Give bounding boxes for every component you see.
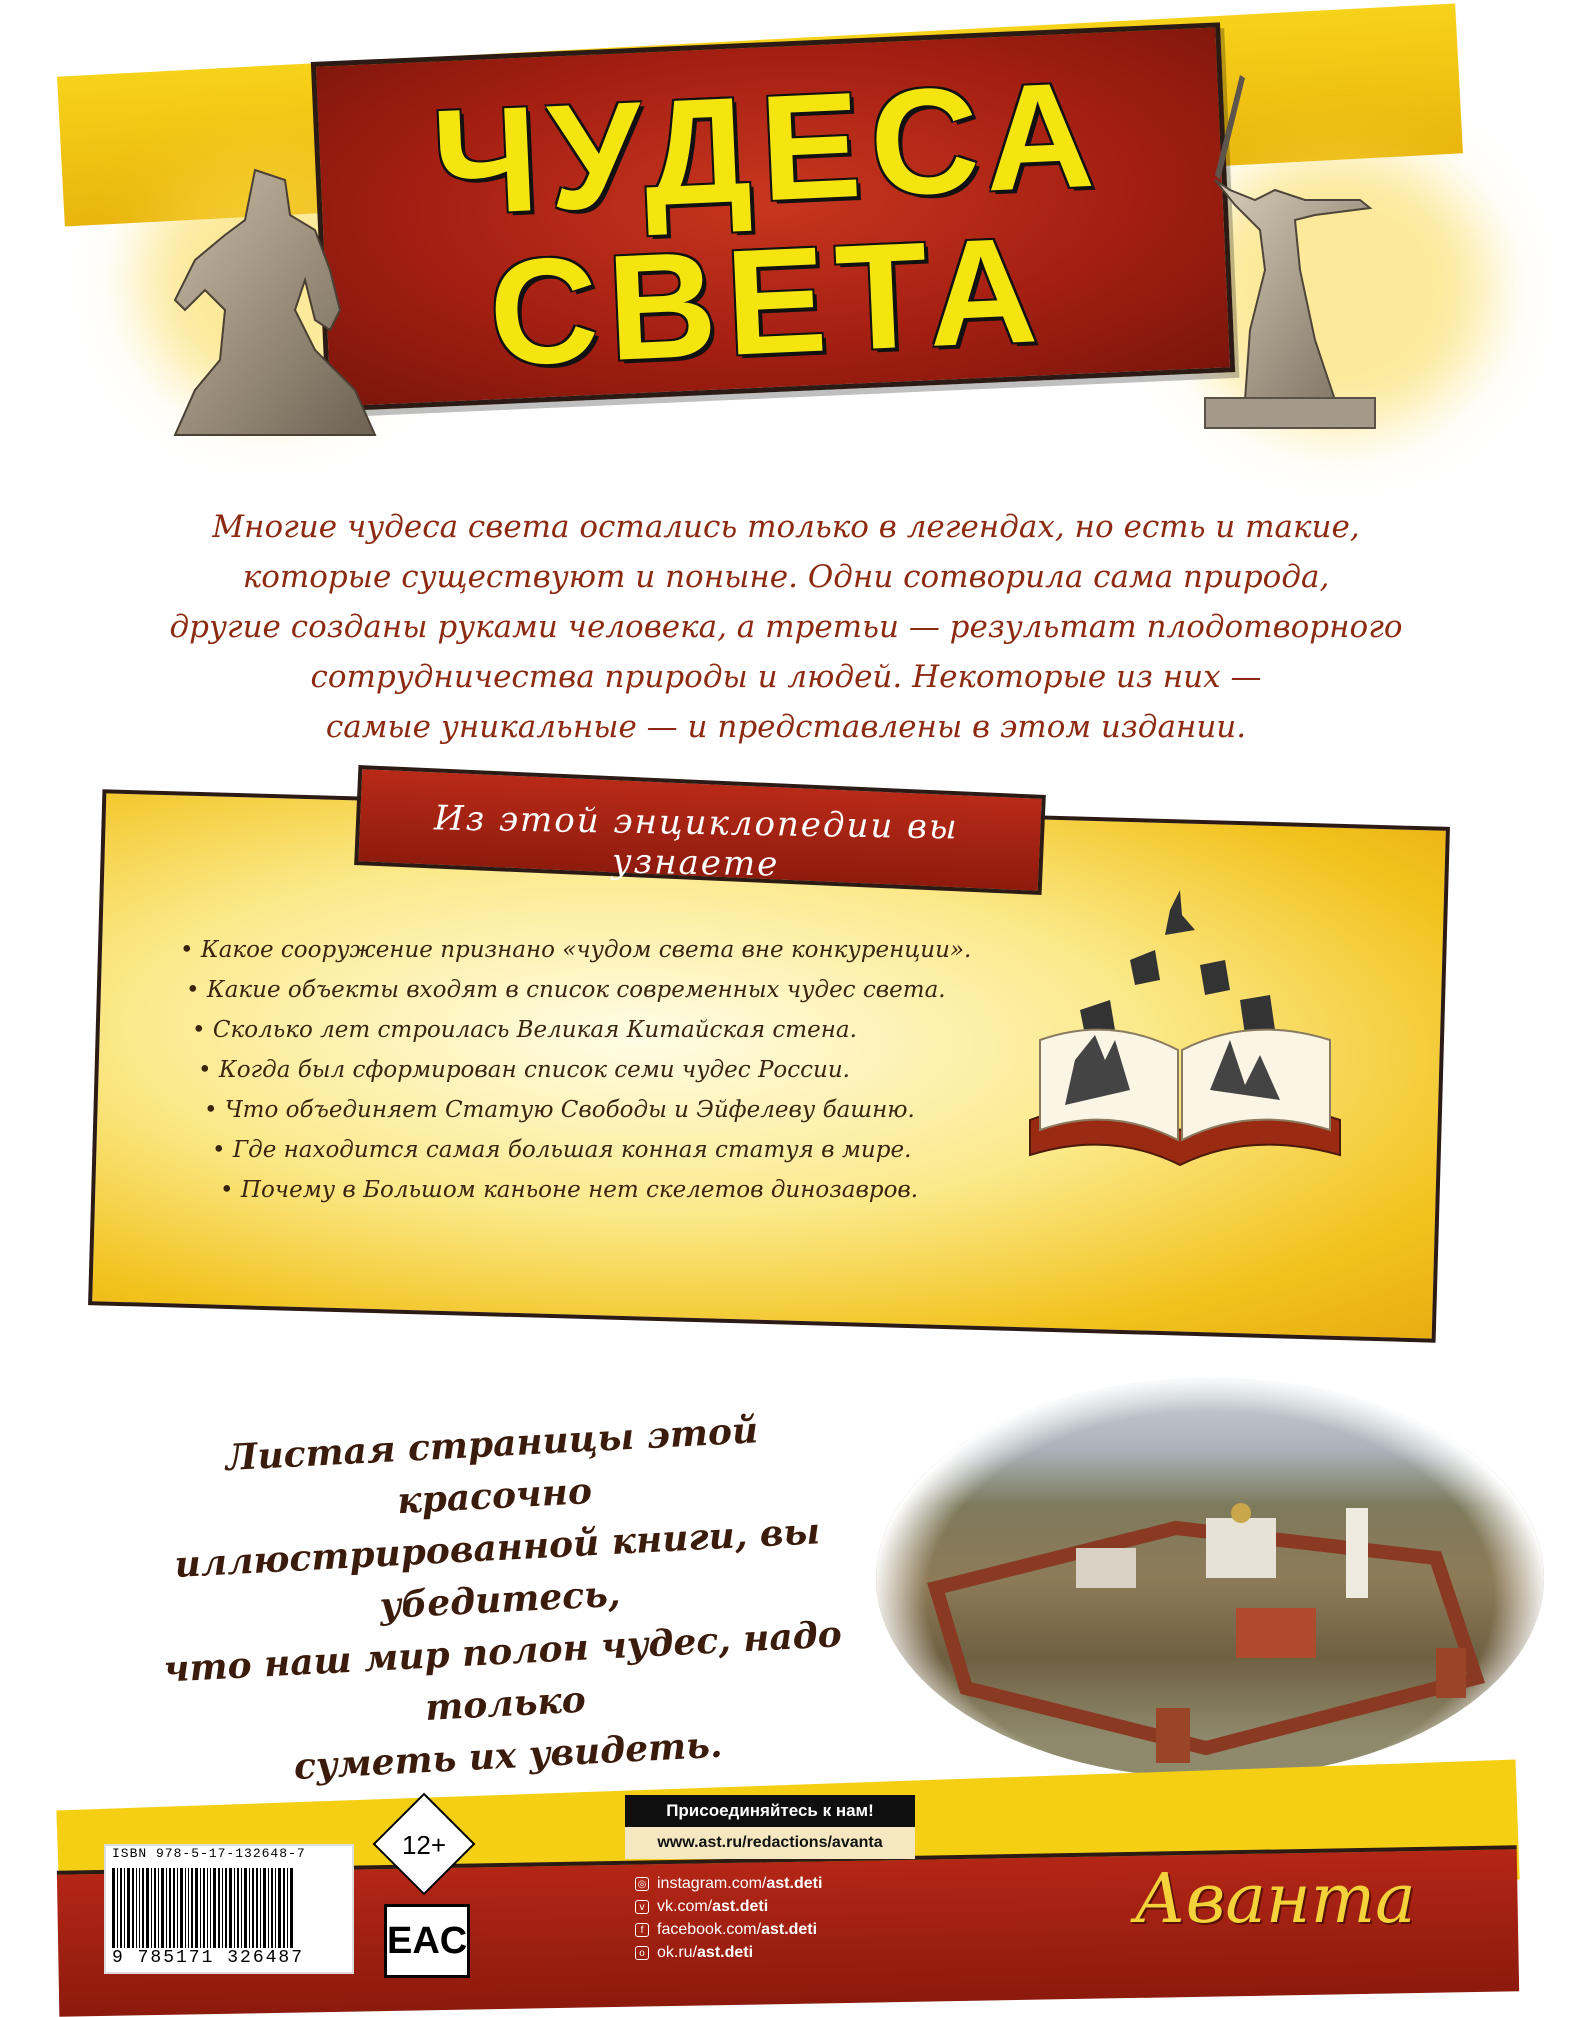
left-statue-image xyxy=(165,160,385,440)
facebook-icon: f xyxy=(635,1923,649,1937)
eac-mark: EAC xyxy=(384,1904,470,1978)
kremlin-aerial-photo xyxy=(876,1378,1544,1778)
intro-line: Многие чудеса света остались только в легендах, но есть и такие, xyxy=(212,509,1360,545)
social-prefix: facebook.com/ xyxy=(657,1921,762,1938)
closing-line: суметь их увидеть. xyxy=(292,1723,724,1788)
social-link-instagram[interactable] xyxy=(635,1872,822,1895)
list-item: • Какие объекты входят в список современных чудес света. xyxy=(186,970,1060,1010)
social-handle: ast.deti xyxy=(712,1898,769,1915)
social-prefix: vk.com/ xyxy=(657,1898,713,1915)
open-book-illustration xyxy=(1020,890,1350,1194)
ok-icon: o xyxy=(635,1946,649,1960)
barcode-number: 9 785171 326487 xyxy=(112,1948,305,1968)
vk-icon: v xyxy=(635,1900,649,1914)
publisher-logo: Аванта xyxy=(1134,1860,1416,1939)
title-line-1: ЧУДЕСА xyxy=(429,49,1107,247)
closing-line: иллюстрированной книги, вы убедитесь, xyxy=(173,1510,822,1628)
facts-list xyxy=(180,930,1060,1210)
social-links xyxy=(635,1872,822,1964)
intro-line: другие созданы руками человека, а третьи — результат плодотворного xyxy=(169,609,1403,645)
closing-text xyxy=(141,1400,859,1800)
list-item: • Когда был сформирован список семи чудес России. xyxy=(198,1050,1060,1090)
right-statue-image xyxy=(1185,70,1385,440)
social-handle: ast.deti xyxy=(761,1921,818,1938)
encyclopedia-label: Из этой энциклопедии вы узнаете xyxy=(433,798,959,885)
social-link-ok[interactable] xyxy=(635,1941,822,1964)
social-prefix: instagram.com/ xyxy=(657,1875,767,1892)
title-line-2: СВЕТА xyxy=(485,204,1050,398)
list-item: • Почему в Большом каньоне нет скелетов динозавров. xyxy=(220,1170,1060,1210)
social-link-facebook[interactable] xyxy=(635,1918,822,1941)
join-us-banner: Присоединяйтесь к нам! xyxy=(625,1795,915,1827)
closing-line: Листая страницы этой красочно xyxy=(224,1409,760,1523)
list-item: • Где находится самая большая конная статуя в мире. xyxy=(212,1130,1060,1170)
instagram-icon: ◎ xyxy=(635,1877,649,1891)
list-item: • Сколько лет строилась Великая Китайская стена. xyxy=(192,1010,1060,1050)
isbn-text: ISBN 978-5-17-132648-7 xyxy=(112,1846,306,1861)
social-handle: ast.deti xyxy=(766,1875,823,1892)
publisher-website-link[interactable]: www.ast.ru/redactions/avanta xyxy=(625,1827,915,1859)
age-rating: 12+ xyxy=(401,1830,447,1860)
barcode xyxy=(112,1868,344,1948)
intro-line: самые уникальные — и представлены в этом издании. xyxy=(325,709,1247,745)
closing-line: что наш мир полон чудес, надо только xyxy=(162,1613,843,1730)
intro-line: сотрудничества природы и людей. Некоторые из них — xyxy=(310,659,1262,695)
social-handle: ast.deti xyxy=(697,1944,754,1961)
intro-line: которые существуют и поныне. Одни сотворила сама природа, xyxy=(242,559,1330,595)
list-item: • Что объединяет Статую Свободы и Эйфелеву башню. xyxy=(204,1090,1060,1130)
intro-paragraph xyxy=(130,502,1442,752)
social-link-vk[interactable] xyxy=(635,1895,822,1918)
social-prefix: ok.ru/ xyxy=(657,1944,698,1961)
list-item: • Какое сооружение признано «чудом света вне конкуренции». xyxy=(180,930,1060,970)
